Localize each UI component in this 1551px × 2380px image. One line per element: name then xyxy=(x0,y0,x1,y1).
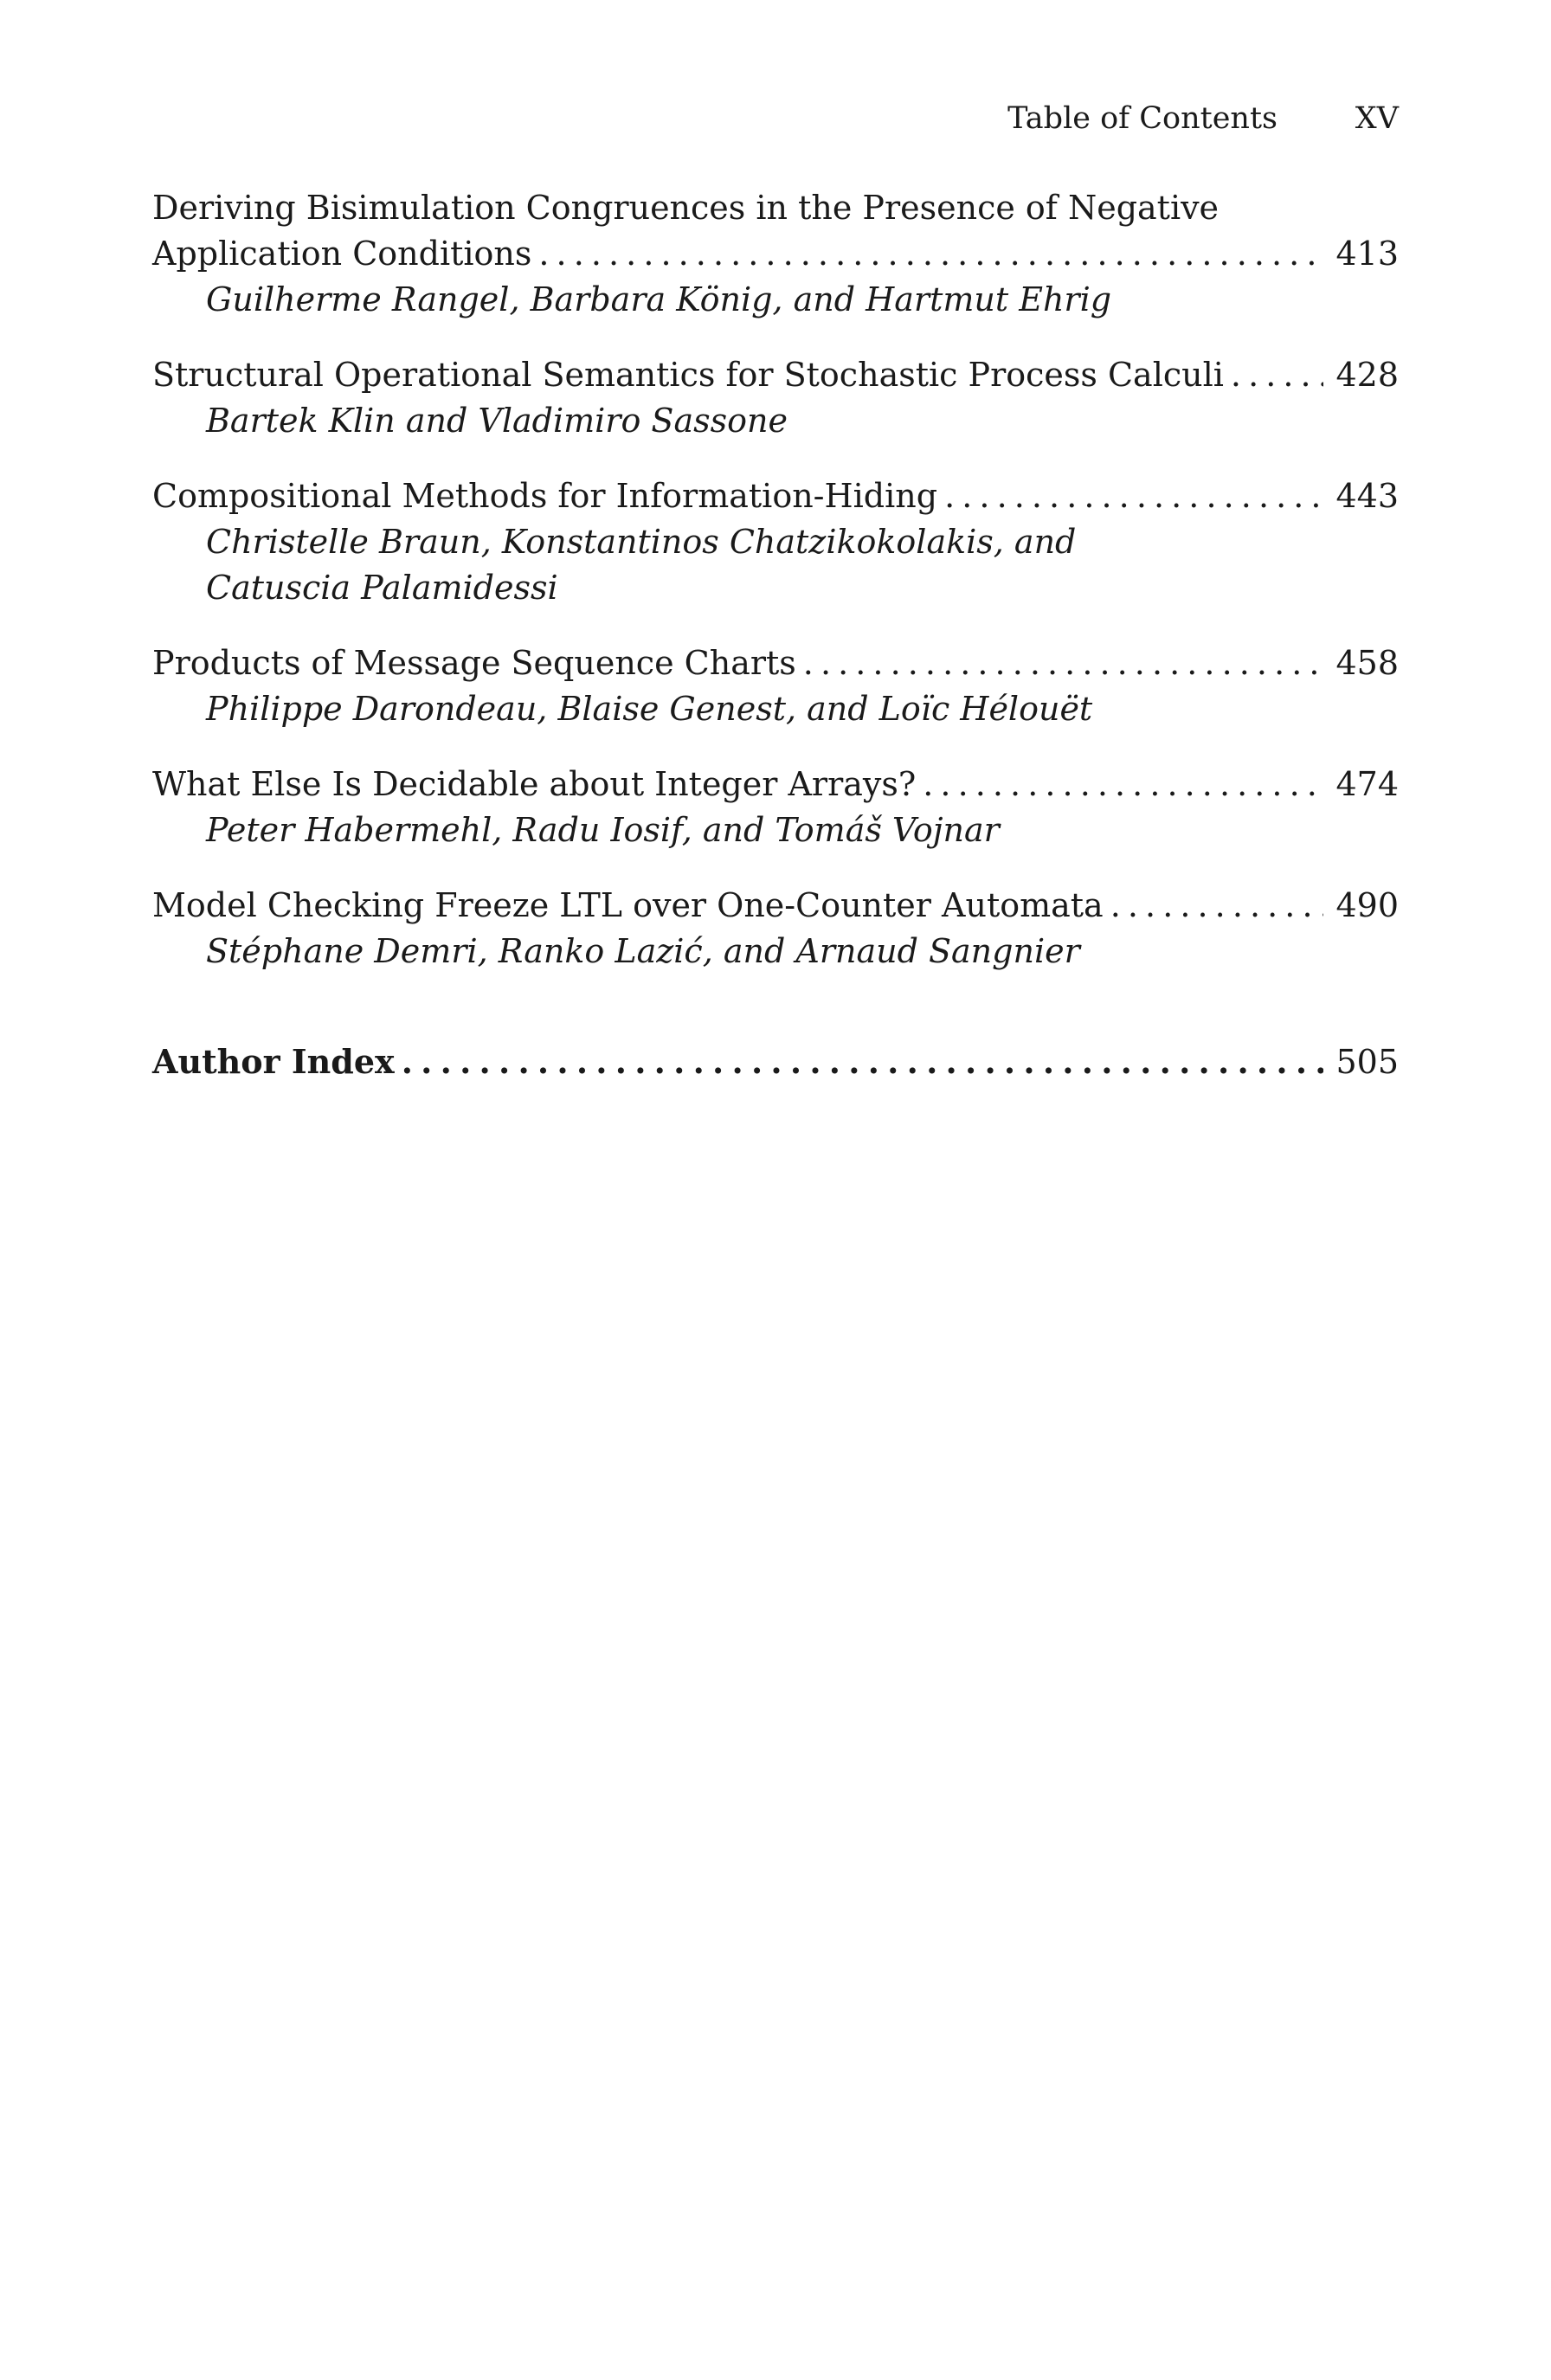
toc-entry xyxy=(152,473,1399,611)
toc-entry-page-number: 474 xyxy=(1335,765,1399,803)
toc-entry xyxy=(152,762,1399,853)
dot-leader xyxy=(1231,352,1324,398)
toc-entry-page-number: 490 xyxy=(1335,886,1399,924)
author-index-page-number: 505 xyxy=(1335,1043,1399,1081)
toc-entry xyxy=(152,640,1399,732)
toc-entry-authors xyxy=(152,398,1399,444)
toc-entry-title-line xyxy=(152,883,1399,929)
toc-entry-author-line: Peter Habermehl, Radu Iosif, and Tomáš Vojnar xyxy=(206,811,1000,849)
running-head-title: Table of Contents xyxy=(1007,101,1277,136)
toc-entry-author-line: Bartek Klin and Vladimiro Sassone xyxy=(206,402,788,440)
toc-entry-title-line xyxy=(152,762,1399,807)
toc-entry-title: Compositional Methods for Information-Hiding xyxy=(152,477,938,515)
toc-entry-page-number: 428 xyxy=(1335,356,1399,394)
toc-entry-title-line xyxy=(152,352,1399,398)
toc-entry-title: Model Checking Freeze LTL over One-Counter Automata xyxy=(152,886,1104,924)
dot-leader xyxy=(923,762,1323,807)
toc-entry-author-line: Christelle Braun, Konstantinos Chatzikokolakis, and xyxy=(206,523,1077,561)
toc-entry-author-line: Stéphane Demri, Ranko Lazić, and Arnaud Sangnier xyxy=(206,932,1080,970)
page xyxy=(152,0,1399,2380)
toc-entry-title-line xyxy=(152,231,1399,277)
toc-entry-authors xyxy=(152,929,1399,975)
toc-entry xyxy=(152,883,1399,975)
toc-entry-title: Application Conditions xyxy=(152,235,532,273)
dot-leader xyxy=(944,473,1323,519)
toc-entry-authors xyxy=(152,807,1399,853)
toc-entry-title: Products of Message Sequence Charts xyxy=(152,644,796,682)
toc-entry-authors xyxy=(152,519,1399,611)
author-index-line xyxy=(152,1039,1399,1085)
toc-entry-page-number: 458 xyxy=(1335,644,1399,682)
toc-entry xyxy=(152,352,1399,444)
toc-entry xyxy=(152,185,1399,323)
toc-entry-page-number: 443 xyxy=(1335,477,1399,515)
toc-entry-authors xyxy=(152,686,1399,732)
toc-entry-title-first-line: Deriving Bisimulation Congruences in the Presence of Negative xyxy=(152,189,1220,227)
running-head xyxy=(152,97,1399,140)
running-head-page-number: XV xyxy=(1355,101,1399,136)
author-index-title: Author Index xyxy=(152,1042,395,1081)
toc-entry-title-line xyxy=(152,473,1399,519)
toc-entry-authors xyxy=(152,277,1399,323)
dot-leader xyxy=(1110,883,1324,929)
toc-entry-title: What Else Is Decidable about Integer Arrays? xyxy=(152,765,917,803)
toc-entry-author-line: Guilherme Rangel, Barbara König, and Hartmut Ehrig xyxy=(206,280,1112,318)
toc-entry-author-line: Philippe Darondeau, Blaise Genest, and Loïc Hélouët xyxy=(206,690,1093,728)
toc-entry-author-line: Catuscia Palamidessi xyxy=(206,569,558,607)
dot-leader xyxy=(538,231,1323,277)
author-index-entry xyxy=(152,1039,1399,1085)
table-of-contents xyxy=(152,185,1399,1115)
dot-leader xyxy=(402,1039,1324,1084)
toc-entry-title-line xyxy=(152,640,1399,686)
toc-entry-page-number: 413 xyxy=(1335,235,1399,273)
toc-entry-title: Structural Operational Semantics for Stochastic Process Calculi xyxy=(152,356,1224,394)
dot-leader xyxy=(803,640,1324,686)
